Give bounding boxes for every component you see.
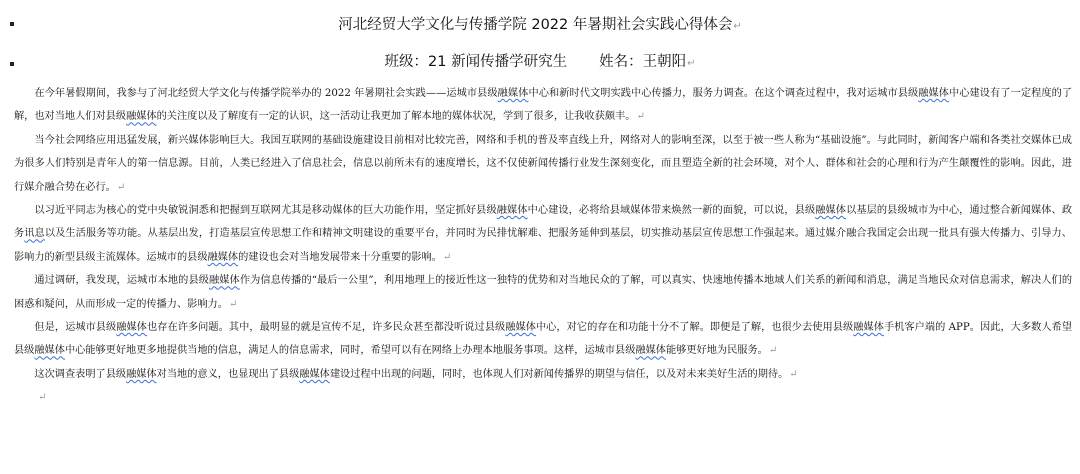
paragraph-text: 以习近平同志为核心的党中央敏锐洞悉和把握到互联网尤其是移动媒体的巨大功能作用，坚定抓好县级: [34, 205, 497, 217]
paragraph-text: 中心建设有了一定程度的了解，也对当地人们对县级: [14, 88, 1073, 123]
spellcheck-underlined-word: 融媒体: [815, 205, 847, 217]
paragraph-mark: ↵: [228, 298, 238, 310]
paragraph-text: 通过调研，我发现，运城市本地的县级: [34, 275, 209, 287]
paragraph-text: 中心能够更好地更多地提供当地的信息，满足人的信息需求，同时，希望可以有在网络上办理本地服务事项。这样，运城市县级: [64, 345, 636, 357]
paragraph-text: 手机客户端的 APP。因此，大多数人希望县级: [14, 322, 1073, 357]
paragraph-mark: ↵: [687, 58, 696, 69]
spellcheck-underlined-word: 融媒体: [635, 345, 666, 357]
document-title-line: [0, 13, 1080, 34]
spellcheck-underlined-word: 讯息: [24, 228, 45, 240]
paragraph-text: 在今年暑假期间，我参与了河北经贸大学文化与传播学院举办的 2022 年暑期社会实践——运城市县级: [34, 88, 498, 99]
paragraph-mark: ↵: [733, 21, 742, 32]
spellcheck-underlined-word: 融媒体: [207, 251, 239, 263]
name-label: 姓名：王朝阳: [599, 54, 687, 70]
spellcheck-underlined-word: 融媒体: [34, 345, 65, 357]
paragraph-text: 中心建设，必将给县域媒体带来焕然一新的面貌，可以说，县级: [527, 205, 816, 217]
paragraph-mark: ↵: [38, 392, 47, 404]
paragraph-text: 也存在许多问题。其中，最明显的就是宣传不足，许多民众甚至都没听说过县级: [147, 322, 506, 334]
paragraph-text: 的建设也会对当地发展带来十分重要的影响。: [238, 251, 442, 263]
paragraph-text: 建设过程中出现的问题，同时，也体现人们对新闻传播界的期望与信任，以及对未来美好生活的期待。: [329, 368, 789, 380]
paragraph-text: 这次调查表明了县级: [34, 368, 127, 380]
paragraph-text: 以及生活服务等功能。从基层出发，打造基层宣传思想工作和精神文明建设的重要平台，并同时为民排忧解难、把服务延伸到基层，切实推动基层宣传思想工作强起来。通过媒介融合我国定会出现一批具有强大传播力、引导力、影响力的新型县级主流媒体。运城市的县级: [14, 228, 1072, 263]
spellcheck-underlined-word: 融媒体: [853, 322, 884, 334]
paragraph-mark: ↵: [442, 251, 452, 263]
spellcheck-underlined-word: 融媒体: [505, 322, 536, 334]
spellcheck-underlined-word: 融媒体: [126, 368, 157, 380]
spellcheck-underlined-word: 融媒体: [497, 88, 529, 99]
paragraph-mark: ↵: [636, 111, 645, 123]
body-paragraph: [14, 199, 1072, 269]
body-paragraph: [14, 316, 1072, 363]
spellcheck-underlined-word: 融媒体: [209, 275, 240, 287]
spellcheck-underlined-word: 融媒体: [496, 205, 528, 217]
paragraph-mark: ↵: [116, 181, 126, 193]
paragraph-text: 中心和新时代文明实践中心传播力，服务力调查。在这个调查过程中，我对运城市县级: [528, 88, 919, 99]
paragraph-text: 以基层的县级城市为中心，通过整合新闻媒体、政务: [14, 205, 1073, 240]
paragraph-mark: ↵: [768, 345, 778, 357]
paragraph-text: 能够更好地为民服务。: [666, 345, 768, 357]
spellcheck-underlined-word: 融媒体: [116, 322, 147, 334]
paragraph-text: 但是，运城市县级: [34, 322, 117, 334]
paragraph-text: 的关注度以及了解度有一定的认识，这一活动让我更加了解本地的媒体状况，学到了很多，让我收获颇丰。: [156, 111, 636, 123]
document-subtitle-line: [0, 50, 1080, 71]
body-paragraph: [14, 129, 1072, 199]
body-paragraph: [14, 82, 1072, 129]
spellcheck-underlined-word: 融媒体: [299, 368, 330, 380]
spellcheck-underlined-word: 融媒体: [918, 88, 950, 99]
document-title: 河北经贸大学文化与传播学院 2022 年暑期社会实践心得体会: [338, 17, 733, 33]
spellcheck-underlined-word: 融媒体: [126, 111, 157, 123]
body-paragraph: [14, 269, 1072, 316]
document-body: [14, 82, 1072, 410]
empty-paragraph: [14, 386, 1072, 409]
paragraph-text: 中心，对它的存在和功能十分不了解。即便是了解，也很少去使用县级: [535, 322, 854, 334]
paragraph-text: 当今社会网络应用迅猛发展，新兴媒体影响巨大。我国互联网的基础设施建设目前相对比较完善，网络和手机的普及率直线上升，网络对人的影响至深，以至于被一些人称为“基础设施”。与此同时，新闻客户端和各类社交媒体已成为很多人们特别是青年人的第一信息源。目前，人类已经进入了信息社会，信息以前所未有的速度增长，这不仅使新闻传播行业发生深刻变化，而且塑造全新的社会环境，对个人、群体和社会的心理和行为产生颠覆性的影响。因此，进行媒介融合势在必行。: [14, 134, 1072, 193]
body-paragraph: [14, 363, 1072, 386]
class-label: 班级：21 新闻传播学研究生: [384, 54, 568, 70]
paragraph-text: 对当地的意义，也显现出了县级: [156, 368, 300, 380]
paragraph-mark: ↵: [789, 368, 798, 380]
paragraph-text: 作为信息传播的“最后一公里”，利用地理上的接近性这一独特的优势和对当地民众的了解，可以真实、快速地传播本地域人们关系的新闻和消息，满足当地民众对信息需求，解决人们的困惑和疑问，从而形成一定的传播力、影响力。: [14, 275, 1073, 310]
